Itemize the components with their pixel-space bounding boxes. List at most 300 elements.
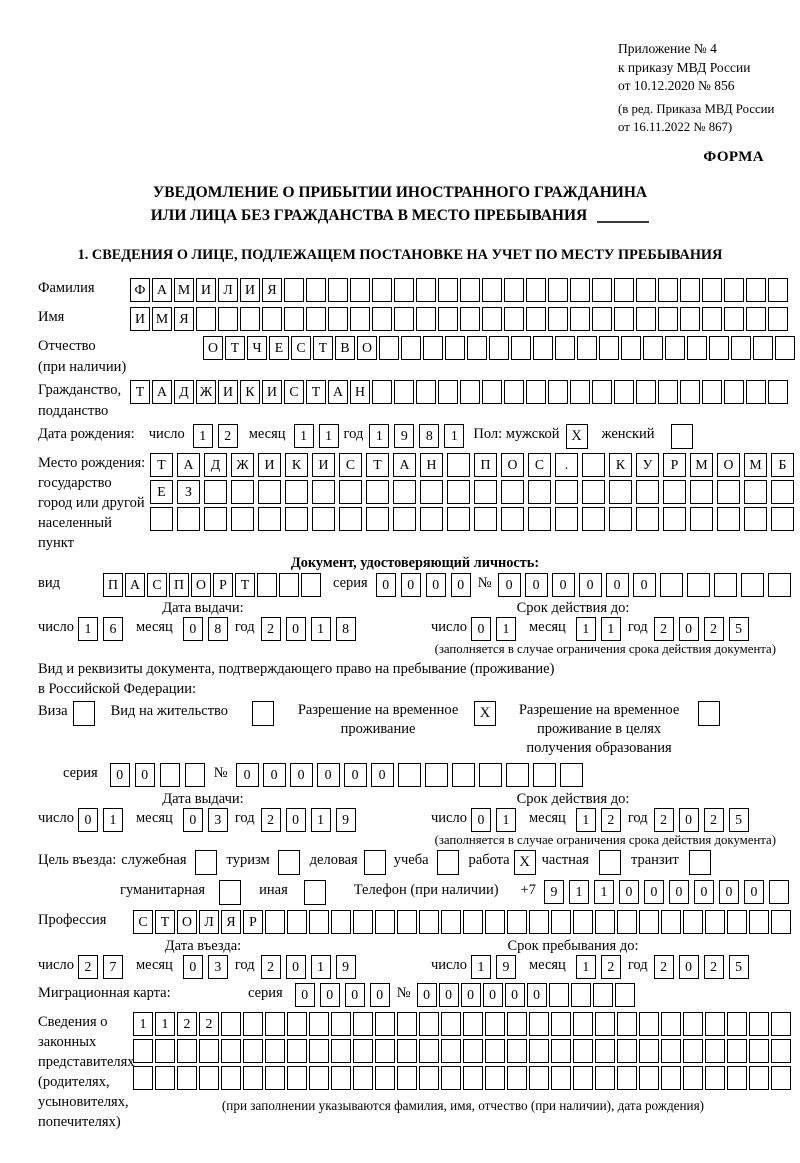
entry-purpose-label: Цель въезда: [38, 852, 117, 868]
char-box [419, 1039, 439, 1063]
representatives-block [38, 1012, 792, 1132]
purpose-tourism-checkbox [278, 850, 300, 875]
char-box [441, 1012, 461, 1036]
char-box [221, 1039, 241, 1063]
char-box [702, 380, 722, 404]
char-box: И [262, 380, 282, 404]
surname-label: Фамилия [38, 280, 95, 296]
char-box [582, 507, 605, 531]
char-box [196, 307, 216, 331]
char-box: П [474, 453, 497, 477]
appendix-line: от 10.12.2020 № 856 [618, 78, 735, 93]
char-box: 0 [183, 617, 203, 641]
char-box [262, 307, 282, 331]
char-box [353, 1012, 373, 1036]
char-box [199, 1039, 219, 1063]
char-box [485, 1066, 505, 1090]
char-box [372, 278, 392, 302]
char-box [447, 453, 470, 477]
day-label: число [38, 810, 74, 826]
char-box: 0 [483, 983, 503, 1007]
char-box: 0 [471, 808, 491, 832]
char-box: У [636, 453, 659, 477]
stay-until-heading: Срок пребывания до: [507, 938, 639, 954]
char-box [339, 480, 362, 504]
char-box [285, 480, 308, 504]
char-box: 1 [471, 955, 491, 979]
char-box [529, 1012, 549, 1036]
char-box: 3 [208, 955, 228, 979]
char-box [504, 307, 524, 331]
char-box [463, 1066, 483, 1090]
char-box [548, 307, 568, 331]
char-box [731, 336, 751, 360]
doc-kind-label: вид [38, 575, 60, 591]
char-box [312, 507, 335, 531]
char-box: 2 [261, 955, 281, 979]
migration-card-row [38, 983, 792, 1007]
month-label: месяц [135, 957, 173, 973]
char-box [775, 336, 795, 360]
char-box: 3 [208, 808, 228, 832]
char-box: 9 [336, 808, 356, 832]
birth-date-label: Дата рождения: [38, 426, 135, 442]
char-box: К [240, 380, 260, 404]
char-box [177, 507, 200, 531]
char-box [727, 1039, 747, 1063]
char-box: 2 [704, 808, 724, 832]
char-box: 1 [576, 808, 596, 832]
issue-day-boxes [78, 808, 128, 832]
char-box: Б [771, 453, 794, 477]
char-box [705, 910, 725, 934]
purpose-humanitarian-checkbox [219, 880, 241, 905]
residence-permit-label: Вид на жительство [110, 703, 229, 719]
char-box: 0 [525, 573, 548, 597]
char-box [771, 910, 791, 934]
purpose-tourism-label: туризм [226, 852, 270, 868]
char-box [636, 380, 656, 404]
char-box [328, 307, 348, 331]
char-box [705, 1066, 725, 1090]
purpose-business-checkbox [364, 850, 386, 875]
char-box: 5 [729, 808, 749, 832]
char-box [394, 278, 414, 302]
char-box: 2 [601, 955, 621, 979]
expiry-note: (заполняется в случае ограничения срока действия документа) [434, 833, 776, 847]
char-box: 0 [371, 763, 394, 787]
representatives-row1 [133, 1012, 793, 1036]
char-box [285, 507, 308, 531]
char-box: 0 [619, 880, 639, 904]
char-box [155, 1039, 175, 1063]
char-box [507, 910, 527, 934]
char-box: 0 [669, 880, 689, 904]
amendment-line: от 16.11.2022 № 867) [618, 120, 733, 134]
day-label: число [431, 810, 467, 826]
char-box [595, 1012, 615, 1036]
char-box: Т [150, 453, 173, 477]
char-box [705, 1012, 725, 1036]
char-box: И [312, 453, 335, 477]
char-box: 2 [199, 1012, 219, 1036]
char-box: 0 [317, 763, 340, 787]
char-box [661, 910, 681, 934]
char-box [199, 1066, 219, 1090]
birth-day-boxes [193, 424, 243, 448]
char-box [231, 507, 254, 531]
char-box [489, 336, 509, 360]
char-box [331, 1039, 351, 1063]
entry-purpose-row2 [38, 880, 792, 905]
migration-card-label: Миграционная карта: [38, 985, 171, 1001]
char-box [595, 1039, 615, 1063]
char-box [423, 336, 443, 360]
char-box: Л [199, 910, 219, 934]
char-box [661, 1039, 681, 1063]
char-box: А [328, 380, 348, 404]
char-box [243, 1066, 263, 1090]
char-box [683, 1066, 703, 1090]
expiry-date-col [403, 791, 792, 832]
char-box [482, 307, 502, 331]
char-box: Ч [247, 336, 267, 360]
char-box: О [191, 573, 211, 597]
char-box [287, 1039, 307, 1063]
day-label: число [38, 619, 74, 635]
char-box [549, 983, 569, 1007]
char-box [771, 507, 794, 531]
char-box [663, 507, 686, 531]
char-box: Я [262, 278, 282, 302]
char-box: 1 [78, 617, 98, 641]
char-box: Т [225, 336, 245, 360]
char-box: 2 [177, 1012, 197, 1036]
char-box: О [177, 910, 197, 934]
entry-date-col [38, 938, 403, 979]
char-box: Н [350, 380, 370, 404]
name-row [38, 307, 792, 331]
char-box [749, 1066, 769, 1090]
char-box: Т [130, 380, 150, 404]
char-box [393, 507, 416, 531]
char-box [690, 507, 713, 531]
char-box [592, 380, 612, 404]
temp-residence-edu-label: Разрешение на временное проживание в целях получения образования [518, 702, 680, 756]
char-box [593, 983, 613, 1007]
identity-doc-dates [38, 600, 792, 641]
char-box [460, 278, 480, 302]
surname-boxes [130, 278, 790, 302]
purpose-official-checkbox [195, 850, 217, 875]
char-box: 2 [654, 955, 674, 979]
char-box [504, 380, 524, 404]
char-box: 1 [155, 1012, 175, 1036]
char-box: Ж [196, 380, 216, 404]
residence-doc-intro1: Вид и реквизиты документа, подтверждающего право на пребывание (проживание) [38, 661, 555, 677]
char-box: М [174, 278, 194, 302]
stay-until-line [403, 955, 792, 979]
char-box [573, 910, 593, 934]
char-box [528, 507, 551, 531]
char-box: 6 [103, 617, 123, 641]
char-box [680, 380, 700, 404]
issue-year-boxes [261, 617, 361, 641]
char-box [221, 1012, 241, 1036]
char-box [504, 278, 524, 302]
profession-row [38, 910, 792, 934]
char-box [353, 1039, 373, 1063]
char-box: 2 [654, 617, 674, 641]
char-box [617, 1039, 637, 1063]
birth-place-row2 [150, 480, 798, 504]
char-box [749, 1039, 769, 1063]
char-box [353, 1066, 373, 1090]
char-box: Т [235, 573, 255, 597]
char-box [265, 910, 285, 934]
char-box [394, 380, 414, 404]
char-box [636, 278, 656, 302]
char-box [570, 380, 590, 404]
series-label: серия [248, 985, 283, 1001]
entry-purpose-row [38, 850, 792, 875]
char-box [474, 507, 497, 531]
char-box: А [125, 573, 145, 597]
char-box [727, 1066, 747, 1090]
char-box: 0 [644, 880, 664, 904]
char-box [599, 336, 619, 360]
char-box [467, 336, 487, 360]
char-box [397, 1039, 417, 1063]
char-box [479, 763, 502, 787]
char-box [687, 336, 707, 360]
purpose-work-label: работа [468, 852, 510, 868]
char-box [150, 507, 173, 531]
char-box [375, 1012, 395, 1036]
char-box [287, 910, 307, 934]
issue-date-line [38, 617, 403, 641]
form-title-line1: УВЕДОМЛЕНИЕ О ПРИБЫТИИ ИНОСТРАННОГО ГРАЖДАНИНА [152, 184, 648, 201]
char-box [375, 1066, 395, 1090]
char-box [309, 1012, 329, 1036]
day-label: число [431, 957, 467, 973]
char-box: . [555, 453, 578, 477]
char-box: 2 [261, 617, 281, 641]
issue-date-line [38, 808, 403, 832]
purpose-other-checkbox [304, 880, 326, 905]
char-box [309, 1066, 329, 1090]
sex-label: Пол: мужской [473, 426, 560, 442]
char-box [614, 380, 634, 404]
year-label: год [234, 957, 255, 973]
purpose-other-label: иная [259, 882, 288, 898]
entry-year-boxes [261, 955, 361, 979]
char-box: 0 [744, 880, 764, 904]
char-box [526, 307, 546, 331]
char-box [372, 307, 392, 331]
expiry-year-boxes [654, 617, 754, 641]
char-box: 8 [419, 424, 439, 448]
char-box: 9 [336, 955, 356, 979]
char-box [177, 1039, 197, 1063]
residence-doc-dates [38, 791, 792, 832]
char-box [592, 307, 612, 331]
birth-place-block [38, 453, 792, 553]
char-box: 1 [311, 955, 331, 979]
char-box [501, 507, 524, 531]
char-box [570, 307, 590, 331]
representatives-note: (при заполнении указываются фамилия, имя, отчество (при наличии), дата рождения) [221, 1098, 705, 1113]
char-box [353, 910, 373, 934]
char-box [661, 1066, 681, 1090]
char-box [570, 278, 590, 302]
expiry-year-boxes [654, 808, 754, 832]
char-box [639, 1039, 659, 1063]
char-box: 9 [394, 424, 414, 448]
issue-date-heading: Дата выдачи: [162, 791, 244, 807]
char-box: 0 [344, 763, 367, 787]
char-box [714, 573, 737, 597]
char-box [301, 573, 321, 597]
char-box: О [357, 336, 377, 360]
sex-male-checkbox: X [566, 424, 588, 449]
char-box: А [152, 278, 172, 302]
entry-date-heading: Дата въезда: [164, 938, 242, 954]
purpose-private-label: частная [541, 852, 589, 868]
char-box: 0 [263, 763, 286, 787]
purpose-work-checkbox: X [514, 850, 536, 875]
char-box: 0 [471, 617, 491, 641]
char-box [771, 1039, 791, 1063]
char-box [379, 336, 399, 360]
char-box: 0 [694, 880, 714, 904]
char-box: Р [213, 573, 233, 597]
char-box [609, 507, 632, 531]
section1-heading: 1. СВЕДЕНИЯ О ЛИЦЕ, ПОДЛЕЖАЩЕМ ПОСТАНОВКЕ НА УЧЕТ ПО МЕСТУ ПРЕБЫВАНИЯ [77, 247, 723, 263]
char-box: 5 [729, 955, 749, 979]
char-box [265, 1012, 285, 1036]
char-box [533, 336, 553, 360]
char-box [306, 307, 326, 331]
char-box [727, 1012, 747, 1036]
year-label: год [234, 810, 255, 826]
char-box [724, 278, 744, 302]
migration-series-boxes [295, 983, 395, 1007]
char-box [636, 507, 659, 531]
blank-underline [597, 221, 649, 223]
char-box: П [169, 573, 189, 597]
char-box [663, 480, 686, 504]
issue-month-boxes [183, 617, 233, 641]
char-box [658, 380, 678, 404]
char-box: 0 [183, 955, 203, 979]
char-box: И [258, 453, 281, 477]
char-box [231, 480, 254, 504]
char-box [609, 480, 632, 504]
char-box [397, 1012, 417, 1036]
expiry-date-line [403, 808, 792, 832]
expiry-date-col [403, 600, 792, 641]
representatives-box-rows [133, 1012, 793, 1114]
char-box [366, 507, 389, 531]
char-box: П [103, 573, 123, 597]
birth-place-row3 [150, 507, 798, 531]
profession-boxes [133, 910, 793, 934]
char-box [463, 1012, 483, 1036]
char-box [683, 1012, 703, 1036]
name-label: Имя [38, 309, 65, 325]
citizenship-boxes [130, 380, 790, 404]
stay-until-col [403, 938, 792, 979]
char-box [705, 1039, 725, 1063]
stay-day-boxes [471, 955, 521, 979]
char-box [551, 910, 571, 934]
char-box [240, 307, 260, 331]
char-box [328, 278, 348, 302]
char-box: 1 [319, 424, 339, 448]
char-box [485, 1012, 505, 1036]
char-box [420, 480, 443, 504]
char-box: С [133, 910, 153, 934]
char-box: 7 [103, 955, 123, 979]
char-box: 0 [236, 763, 259, 787]
char-box [639, 1066, 659, 1090]
char-box [419, 1012, 439, 1036]
char-box [617, 910, 637, 934]
char-box: 0 [527, 983, 547, 1007]
char-box: 8 [336, 617, 356, 641]
char-box: 0 [320, 983, 340, 1007]
char-box [724, 307, 744, 331]
char-box [551, 1012, 571, 1036]
visa-checkbox [73, 701, 95, 726]
expiry-date-line [403, 617, 792, 641]
char-box: 0 [606, 573, 629, 597]
char-box [573, 1066, 593, 1090]
surname-row [38, 278, 792, 302]
char-box: 0 [579, 573, 602, 597]
char-box [702, 307, 722, 331]
char-box: 0 [78, 808, 98, 832]
char-box [279, 573, 299, 597]
char-box: Н [420, 453, 443, 477]
char-box: 0 [110, 763, 130, 787]
char-box [636, 307, 656, 331]
char-box: С [291, 336, 311, 360]
series-label: серия [63, 765, 98, 781]
char-box: 0 [679, 617, 699, 641]
char-box [533, 763, 556, 787]
entry-date-line [38, 955, 403, 979]
char-box [375, 910, 395, 934]
purpose-official-label: служебная [121, 852, 187, 868]
char-box [447, 507, 470, 531]
char-box [717, 507, 740, 531]
char-box: К [609, 453, 632, 477]
char-box: 0 [719, 880, 739, 904]
purpose-business-label: деловая [309, 852, 358, 868]
day-label: число [431, 619, 467, 635]
temp-residence-label: Разрешение на временное проживание [297, 702, 459, 737]
char-box [507, 1039, 527, 1063]
residence-permit-checkbox [252, 701, 274, 726]
char-box [621, 336, 641, 360]
char-box [680, 307, 700, 331]
char-box [771, 1066, 791, 1090]
char-box: Я [174, 307, 194, 331]
char-box [438, 307, 458, 331]
char-box: 0 [286, 955, 306, 979]
